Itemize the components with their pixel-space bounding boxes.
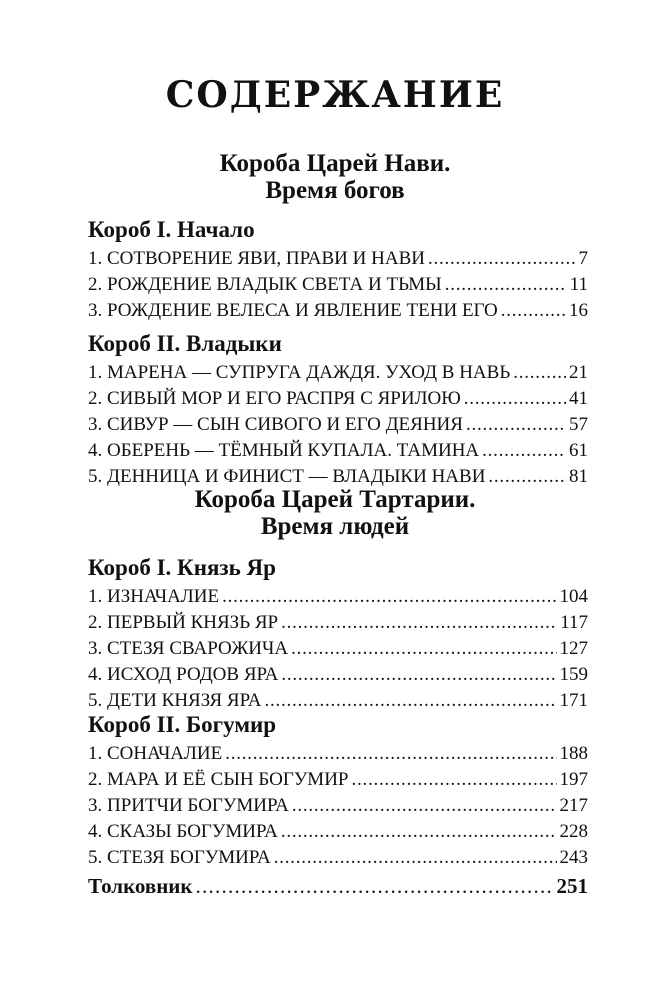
section-heading: Короб I. Начало [88, 217, 255, 242]
entry-page: 127 [559, 638, 588, 659]
entry-title: 1. МАРЕНА — СУПРУГА ДАЖДЯ. УХОД В НАВЬ [88, 362, 511, 383]
part-heading-line: Время людей [260, 513, 410, 540]
dot-leader [281, 662, 556, 688]
toc-entry[interactable] [88, 793, 588, 819]
section-korob-1-knyaz-yar [88, 554, 588, 714]
entry-title: 4. ИСХОД РОДОВ ЯРА [88, 664, 279, 685]
toc-entry[interactable] [88, 412, 588, 438]
entry-page: 117 [560, 612, 588, 633]
toc-entry[interactable] [88, 386, 588, 412]
part-heading-line: Короба Царей Тартарии. [194, 486, 476, 513]
dot-leader [281, 610, 557, 636]
section-heading: Короб II. Богумир [88, 712, 277, 737]
entry-page: 159 [559, 664, 588, 685]
entry-page: 188 [559, 743, 588, 764]
entry-page: 16 [569, 300, 588, 321]
entry-title: 2. ПЕРВЫЙ КНЯЗЬ ЯР [88, 612, 279, 633]
toc-entry[interactable] [88, 662, 588, 688]
entry-page: 104 [559, 586, 588, 607]
entry-page: 21 [569, 362, 588, 383]
entry-title: Толковник [88, 874, 193, 898]
section-korob-2-bogumir [88, 711, 588, 871]
entry-title: 1. ИЗНАЧАЛИЕ [88, 586, 220, 607]
glossary-section [88, 872, 588, 900]
entry-page: 41 [569, 388, 588, 409]
section-korob-1-nachalo [88, 216, 588, 324]
toc-entry[interactable] [88, 298, 588, 324]
entry-title: 2. МАРА И ЕЁ СЫН БОГУМИР [88, 769, 349, 790]
entry-title: 4. СКАЗЫ БОГУМИРА [88, 821, 278, 842]
toc-entry[interactable] [88, 438, 588, 464]
entry-page: 57 [569, 414, 588, 435]
entry-title: 1. СОТВОРЕНИЕ ЯВИ, ПРАВИ И НАВИ [88, 248, 425, 269]
entry-title: 4. ОБЕРЕНЬ — ТЁМНЫЙ КУПАЛА. ТАМИНА [88, 440, 480, 461]
toc-entry[interactable] [88, 584, 588, 610]
toc-entry[interactable] [88, 845, 588, 871]
part-heading-1 [0, 150, 670, 204]
dot-leader [501, 298, 566, 324]
dot-leader [445, 272, 567, 298]
dot-leader [292, 793, 557, 819]
dot-leader [352, 767, 557, 793]
entry-page: 251 [556, 874, 588, 898]
entry-title: 5. ДЕННИЦА И ФИНИСТ — ВЛАДЫКИ НАВИ [88, 466, 486, 487]
entry-title: 5. СТЕЗЯ БОГУМИРА [88, 847, 271, 868]
dot-leader [225, 741, 556, 767]
toc-entry[interactable] [88, 610, 588, 636]
toc-entry[interactable] [88, 272, 588, 298]
toc-entry[interactable] [88, 636, 588, 662]
dot-leader [482, 438, 566, 464]
entry-page: 197 [559, 769, 588, 790]
part-heading-line: Короба Царей Нави. [219, 150, 451, 177]
toc-entry[interactable] [88, 741, 588, 767]
dot-leader [464, 386, 566, 412]
entry-title: 3. РОЖДЕНИЕ ВЕЛЕСА И ЯВЛЕНИЕ ТЕНИ ЕГО [88, 300, 498, 321]
entry-page: 11 [569, 274, 588, 295]
dot-leader [428, 246, 576, 272]
entry-title: 1. СОНАЧАЛИЕ [88, 743, 223, 764]
entry-page: 217 [559, 795, 588, 816]
entry-page: 171 [559, 690, 588, 711]
dot-leader [291, 636, 556, 662]
part-heading-2 [0, 486, 670, 540]
dot-leader [196, 872, 554, 900]
section-heading: Короб II. Владыки [88, 331, 282, 356]
dot-leader [281, 819, 557, 845]
entry-page: 228 [559, 821, 588, 842]
toc-entry[interactable] [88, 767, 588, 793]
dot-leader [513, 360, 566, 386]
page-title: СОДЕРЖАНИЕ [165, 74, 505, 116]
toc-entry[interactable] [88, 819, 588, 845]
section-korob-2-vladyki [88, 330, 588, 490]
toc-entry[interactable] [88, 360, 588, 386]
toc-entry-glossary[interactable] [88, 872, 588, 900]
dot-leader [222, 584, 556, 610]
toc-entry[interactable] [88, 246, 588, 272]
entry-title: 3. СИВУР — СЫН СИВОГО И ЕГО ДЕЯНИЯ [88, 414, 463, 435]
entry-title: 3. СТЕЗЯ СВАРОЖИЧА [88, 638, 289, 659]
entry-page: 243 [559, 847, 588, 868]
dot-leader [274, 845, 557, 871]
part-heading-line: Время богов [265, 177, 405, 204]
entry-page: 61 [569, 440, 588, 461]
entry-page: 81 [569, 466, 588, 487]
entry-title: 2. СИВЫЙ МОР И ЕГО РАСПРЯ С ЯРИЛОЮ [88, 388, 461, 409]
entry-title: 3. ПРИТЧИ БОГУМИРА [88, 795, 289, 816]
section-heading: Короб I. Князь Яр [88, 555, 276, 580]
entry-page: 7 [578, 248, 588, 269]
dot-leader [466, 412, 566, 438]
entry-title: 2. РОЖДЕНИЕ ВЛАДЫК СВЕТА И ТЬМЫ [88, 274, 442, 295]
entry-title: 5. ДЕТИ КНЯЗЯ ЯРА [88, 690, 262, 711]
